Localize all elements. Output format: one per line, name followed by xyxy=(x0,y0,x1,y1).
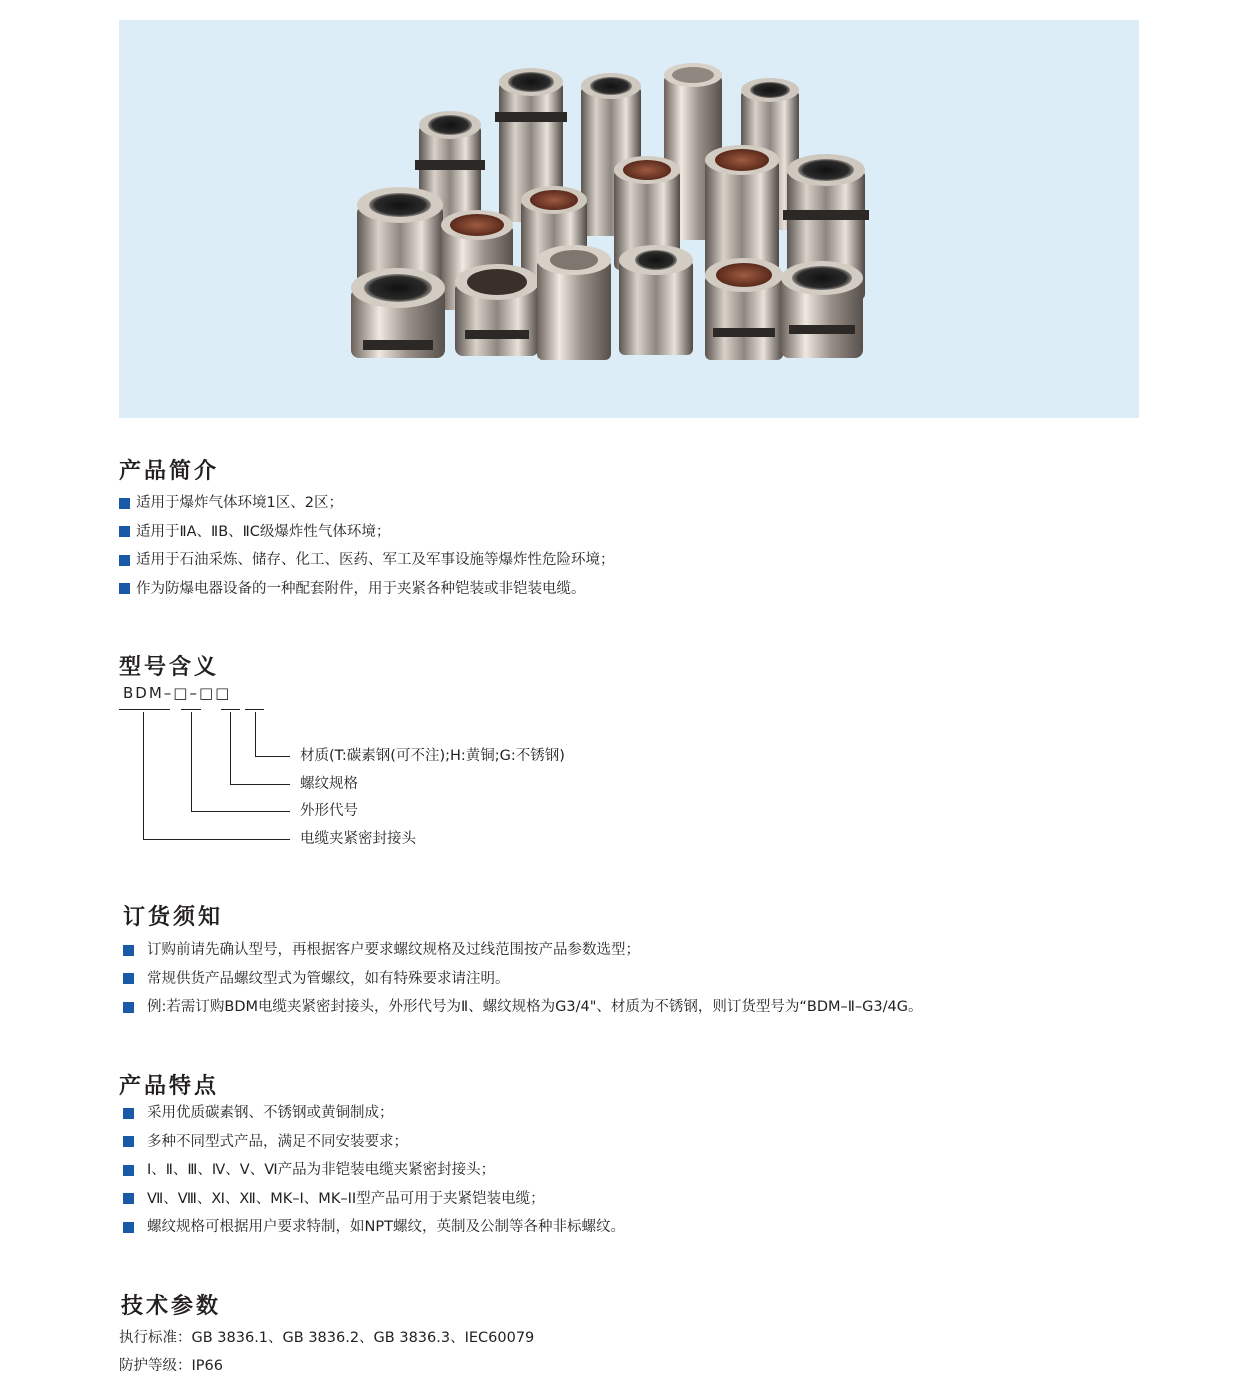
list-item: 作为防爆电器设备的一种配套附件，用于夹紧各种铠装或非铠装电缆。 xyxy=(119,575,615,604)
bullet-square-icon xyxy=(123,973,134,984)
bullet-square-icon xyxy=(119,526,130,537)
list-item: 例:若需订购BDM电缆夹紧密封接头，外形代号为Ⅱ、螺纹规格为G3/4"、材质为不锈钢，则订货型号为“BDM–Ⅱ–G3/4G。 xyxy=(119,993,922,1022)
list-item: 订购前请先确认型号，再根据客户要求螺纹规格及过线范围按产品参数选型； xyxy=(119,936,922,965)
tech-standard: 执行标准：GB 3836.1、GB 3836.2、GB 3836.3、IEC60079 xyxy=(119,1330,535,1346)
list-item: 适用于ⅡA、ⅡB、ⅡC级爆炸性气体环境； xyxy=(119,518,615,547)
legend-product: 电缆夹紧密封接头 xyxy=(300,831,416,847)
intro-list xyxy=(119,489,615,603)
bullet-square-icon xyxy=(123,1165,134,1176)
bullet-square-icon xyxy=(123,1002,134,1013)
bullet-square-icon xyxy=(123,1108,134,1119)
bullet-square-icon xyxy=(123,1222,134,1233)
gland-front-6 xyxy=(781,261,863,358)
list-item: 常规供货产品螺纹型式为管螺纹，如有特殊要求请注明。 xyxy=(119,965,922,994)
features-title: 产品特点 xyxy=(119,1074,220,1099)
intro-title: 产品简介 xyxy=(119,459,220,484)
tech-title: 技术参数 xyxy=(121,1294,222,1319)
ordering-list xyxy=(119,936,922,1022)
bullet-square-icon xyxy=(119,498,130,509)
list-item: 适用于爆炸气体环境1区、2区； xyxy=(119,489,615,518)
model-title: 型号含义 xyxy=(119,655,220,680)
gland-front-4 xyxy=(619,245,693,355)
product-photo-panel xyxy=(119,20,1139,418)
list-item: 采用优质碳素钢、不锈钢或黄铜制成； xyxy=(119,1099,625,1128)
bullet-square-icon xyxy=(119,555,130,566)
features-list xyxy=(119,1099,625,1242)
list-item: Ⅶ、Ⅷ、Ⅺ、Ⅻ、MK–I、MK–II型产品可用于夹紧铠装电缆； xyxy=(119,1185,625,1214)
tech-protection: 防护等级：IP66 xyxy=(119,1358,223,1374)
list-item: 多种不同型式产品，满足不同安装要求； xyxy=(119,1128,625,1157)
bullet-square-icon xyxy=(119,583,130,594)
list-item: 适用于石油采炼、储存、化工、医药、军工及军事设施等爆炸性危险环境； xyxy=(119,546,615,575)
bullet-square-icon xyxy=(123,1193,134,1204)
gland-front-3 xyxy=(537,245,611,360)
gland-front-1 xyxy=(351,268,445,358)
legend-thread: 螺纹规格 xyxy=(300,776,358,792)
model-code: BDM–□–□□ xyxy=(123,684,232,702)
legend-shape: 外形代号 xyxy=(300,803,358,819)
list-item: Ⅰ、Ⅱ、Ⅲ、Ⅳ、Ⅴ、Ⅵ产品为非铠装电缆夹紧密封接头； xyxy=(119,1156,625,1185)
gland-front-5 xyxy=(705,258,783,360)
gland-front-2 xyxy=(455,264,539,356)
bullet-square-icon xyxy=(123,945,134,956)
legend-material: 材质(T:碳素钢(可不注);H:黄铜;G:不锈钢) xyxy=(300,748,565,764)
list-item: 螺纹规格可根据用户要求特制，如NPT螺纹，英制及公制等各种非标螺纹。 xyxy=(119,1213,625,1242)
bullet-square-icon xyxy=(123,1136,134,1147)
cable-gland-product-photo xyxy=(119,20,1139,418)
ordering-title: 订货须知 xyxy=(123,905,224,930)
